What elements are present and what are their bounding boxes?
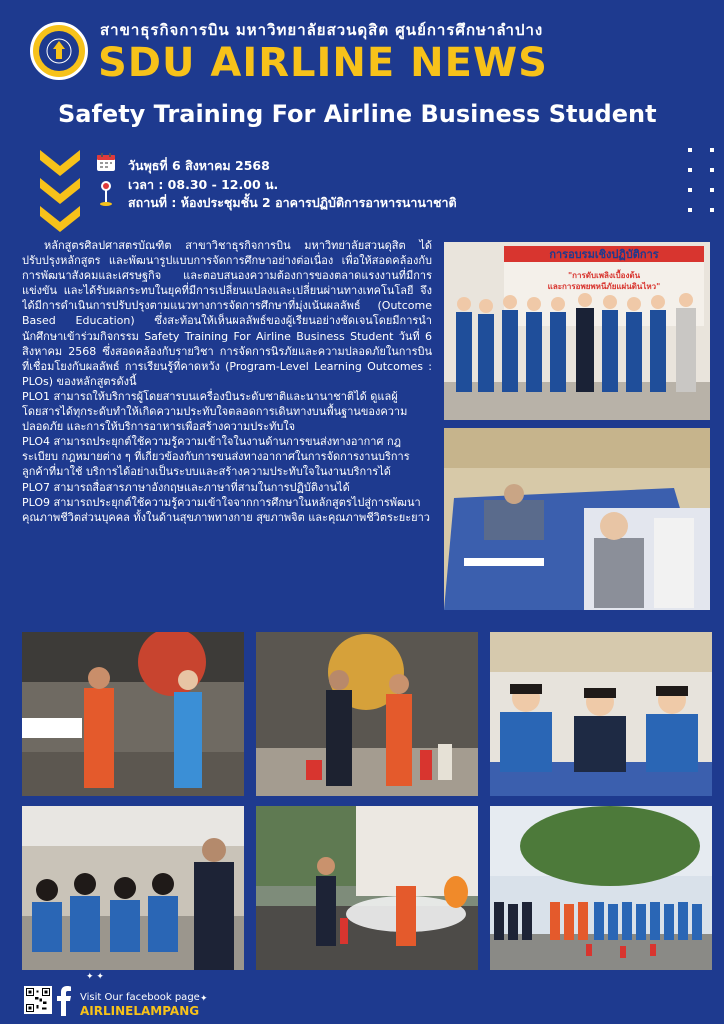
classroom-photo xyxy=(444,428,710,610)
header-thai-title: สาขาธุรกิจการบิน มหาวิทยาลัยสวนดุสิต ศูนย์การศึกษาลำปาง xyxy=(100,21,544,39)
facebook-icon[interactable] xyxy=(56,984,72,1016)
article-body xyxy=(22,238,432,626)
university-logo xyxy=(30,22,88,80)
banner-subtitle-1: "การดับเพลิงเบื้องต้น xyxy=(567,271,641,280)
facebook-page-name[interactable]: AIRLINELAMPANG xyxy=(80,1004,200,1018)
emblem-icon xyxy=(45,37,73,65)
chevron-down-icon xyxy=(38,148,82,236)
plo-item: PLO4 สามารถประยุกต์ใช้ความรู้ความเข้าใจในงานด้านการขนส่งทางอากาศ กฎระเบียบ กฎหมายต่าง ๆ ที่เกี่ยวข้องกับการขนส่งทางอากาศในการจัดการงานบริการลูกค้าที่มาใช้ บริการได้อย่างเป็นระบบและสร้างความประทับใจในงานบริการได้ xyxy=(22,435,410,479)
sparkle-decoration: ✦ ✦ xyxy=(86,972,104,982)
plo-item: PLO7 สามารถสื่อสารภาษาอังกฤษและภาษาที่สามในการปฏิบัติงานได้ xyxy=(22,480,350,494)
banner-title: การอบรมเชิงปฏิบัติการ xyxy=(549,248,659,261)
header-subtitle: Safety Training For Airline Business Student xyxy=(58,100,657,128)
students-seated-photo xyxy=(490,632,712,796)
outdoor-group-photo xyxy=(490,806,712,970)
article-intro: หลักสูตรศิลปศาสตรบัณฑิต สาขาวิชาธุรกิจการบิน มหาวิทยาลัยสวนดุสิต ได้ปรับปรุงหลักสูตร และพัฒนารูปแบบการจัดการศึกษาอย่างต่อเนื่อง เพื่อให้สอดคล้องกับการพัฒนาสังคมและเศรษฐกิจ และตอบสนองความต้องการของตลาดแรงงานที่มีการแข่งขัน และได้รับผลกระทบในยุคที่มีการเปลี่ยนแปลงและเปลี่ยนผ่านทางเทคโนโลยี จึงได้มีการดำเนินการปรับปรุงตามแนวทางการจัดการศึกษาที่มุ่งเน้นผลลัพธ์ (Outcome Based Education) ซึ่งสะท้อนให้เห็นผลลัพธ์ของผู้เรียนอย่างชัดเจนโดยมีการนำนักศึกษาเข้าร่วมกิจกรรม Safety Training For Airline Business Student วันที่ 6 สิงหาคม 2568 ซึ่งสอดคล้องกับรายวิชา การจัดการนิรภัยและความปลอดภัยในการบิน ที่เชื่อมโยงกับผลลัพธ์ การเรียนรู้ที่คาดหวัง (Program-Level Learning Outcomes : PLOs) ของหลักสูตรดังนี้ xyxy=(22,239,432,388)
event-place: สถานที่ : ห้องประชุมชั้น 2 อาคารปฏิบัติการอาหารนานาชาติ xyxy=(128,195,457,210)
sparkle-decoration: ✦ xyxy=(200,994,208,1004)
facebook-caption: Visit Our facebook page xyxy=(80,992,200,1003)
header-main-title: SDU AIRLINE NEWS xyxy=(98,40,548,86)
fire-extinguisher-practice-photo xyxy=(256,806,478,970)
location-pin-icon xyxy=(96,178,116,208)
qr-code[interactable] xyxy=(24,986,52,1014)
plo-item: PLO1 สามารถให้บริการผู้โดยสารบนเครื่องบินระดับชาติและนานาชาติได้ ดูแลผู้โดยสารได้ทุกระดับทำให้เกิดความประทับใจตลอดการเดินทางบนพื้นฐานของความปลอดภัย และการให้บริการอาหารเพื่อสร้างความประทับใจ xyxy=(22,389,408,434)
calendar-icon xyxy=(96,152,116,172)
banner-subtitle-2: และการอพยพหนีภัยแผ่นดินไหว" xyxy=(547,282,661,291)
event-time: เวลา : 08.30 - 12.00 น. xyxy=(128,177,279,192)
evacuation-drill-photo xyxy=(22,806,244,970)
safety-equipment-photo xyxy=(256,632,478,796)
plo-item: PLO9 สามารถประยุกต์ใช้ความรู้ความเข้าใจจากการศึกษาในหลักสูตรไปสู่การพัฒนาคุณภาพชีวิตส่วนบุคคล ทั้งในด้านสุขภาพทางกาย สุขภาพจิต และคุณภาพชีวิตระยะยาว xyxy=(22,495,430,524)
event-date: วันพุธที่ 6 สิงหาคม 2568 xyxy=(128,158,270,173)
dots-decoration xyxy=(684,146,720,220)
group-photo xyxy=(444,242,710,420)
firefighter-demo-photo xyxy=(22,632,244,796)
